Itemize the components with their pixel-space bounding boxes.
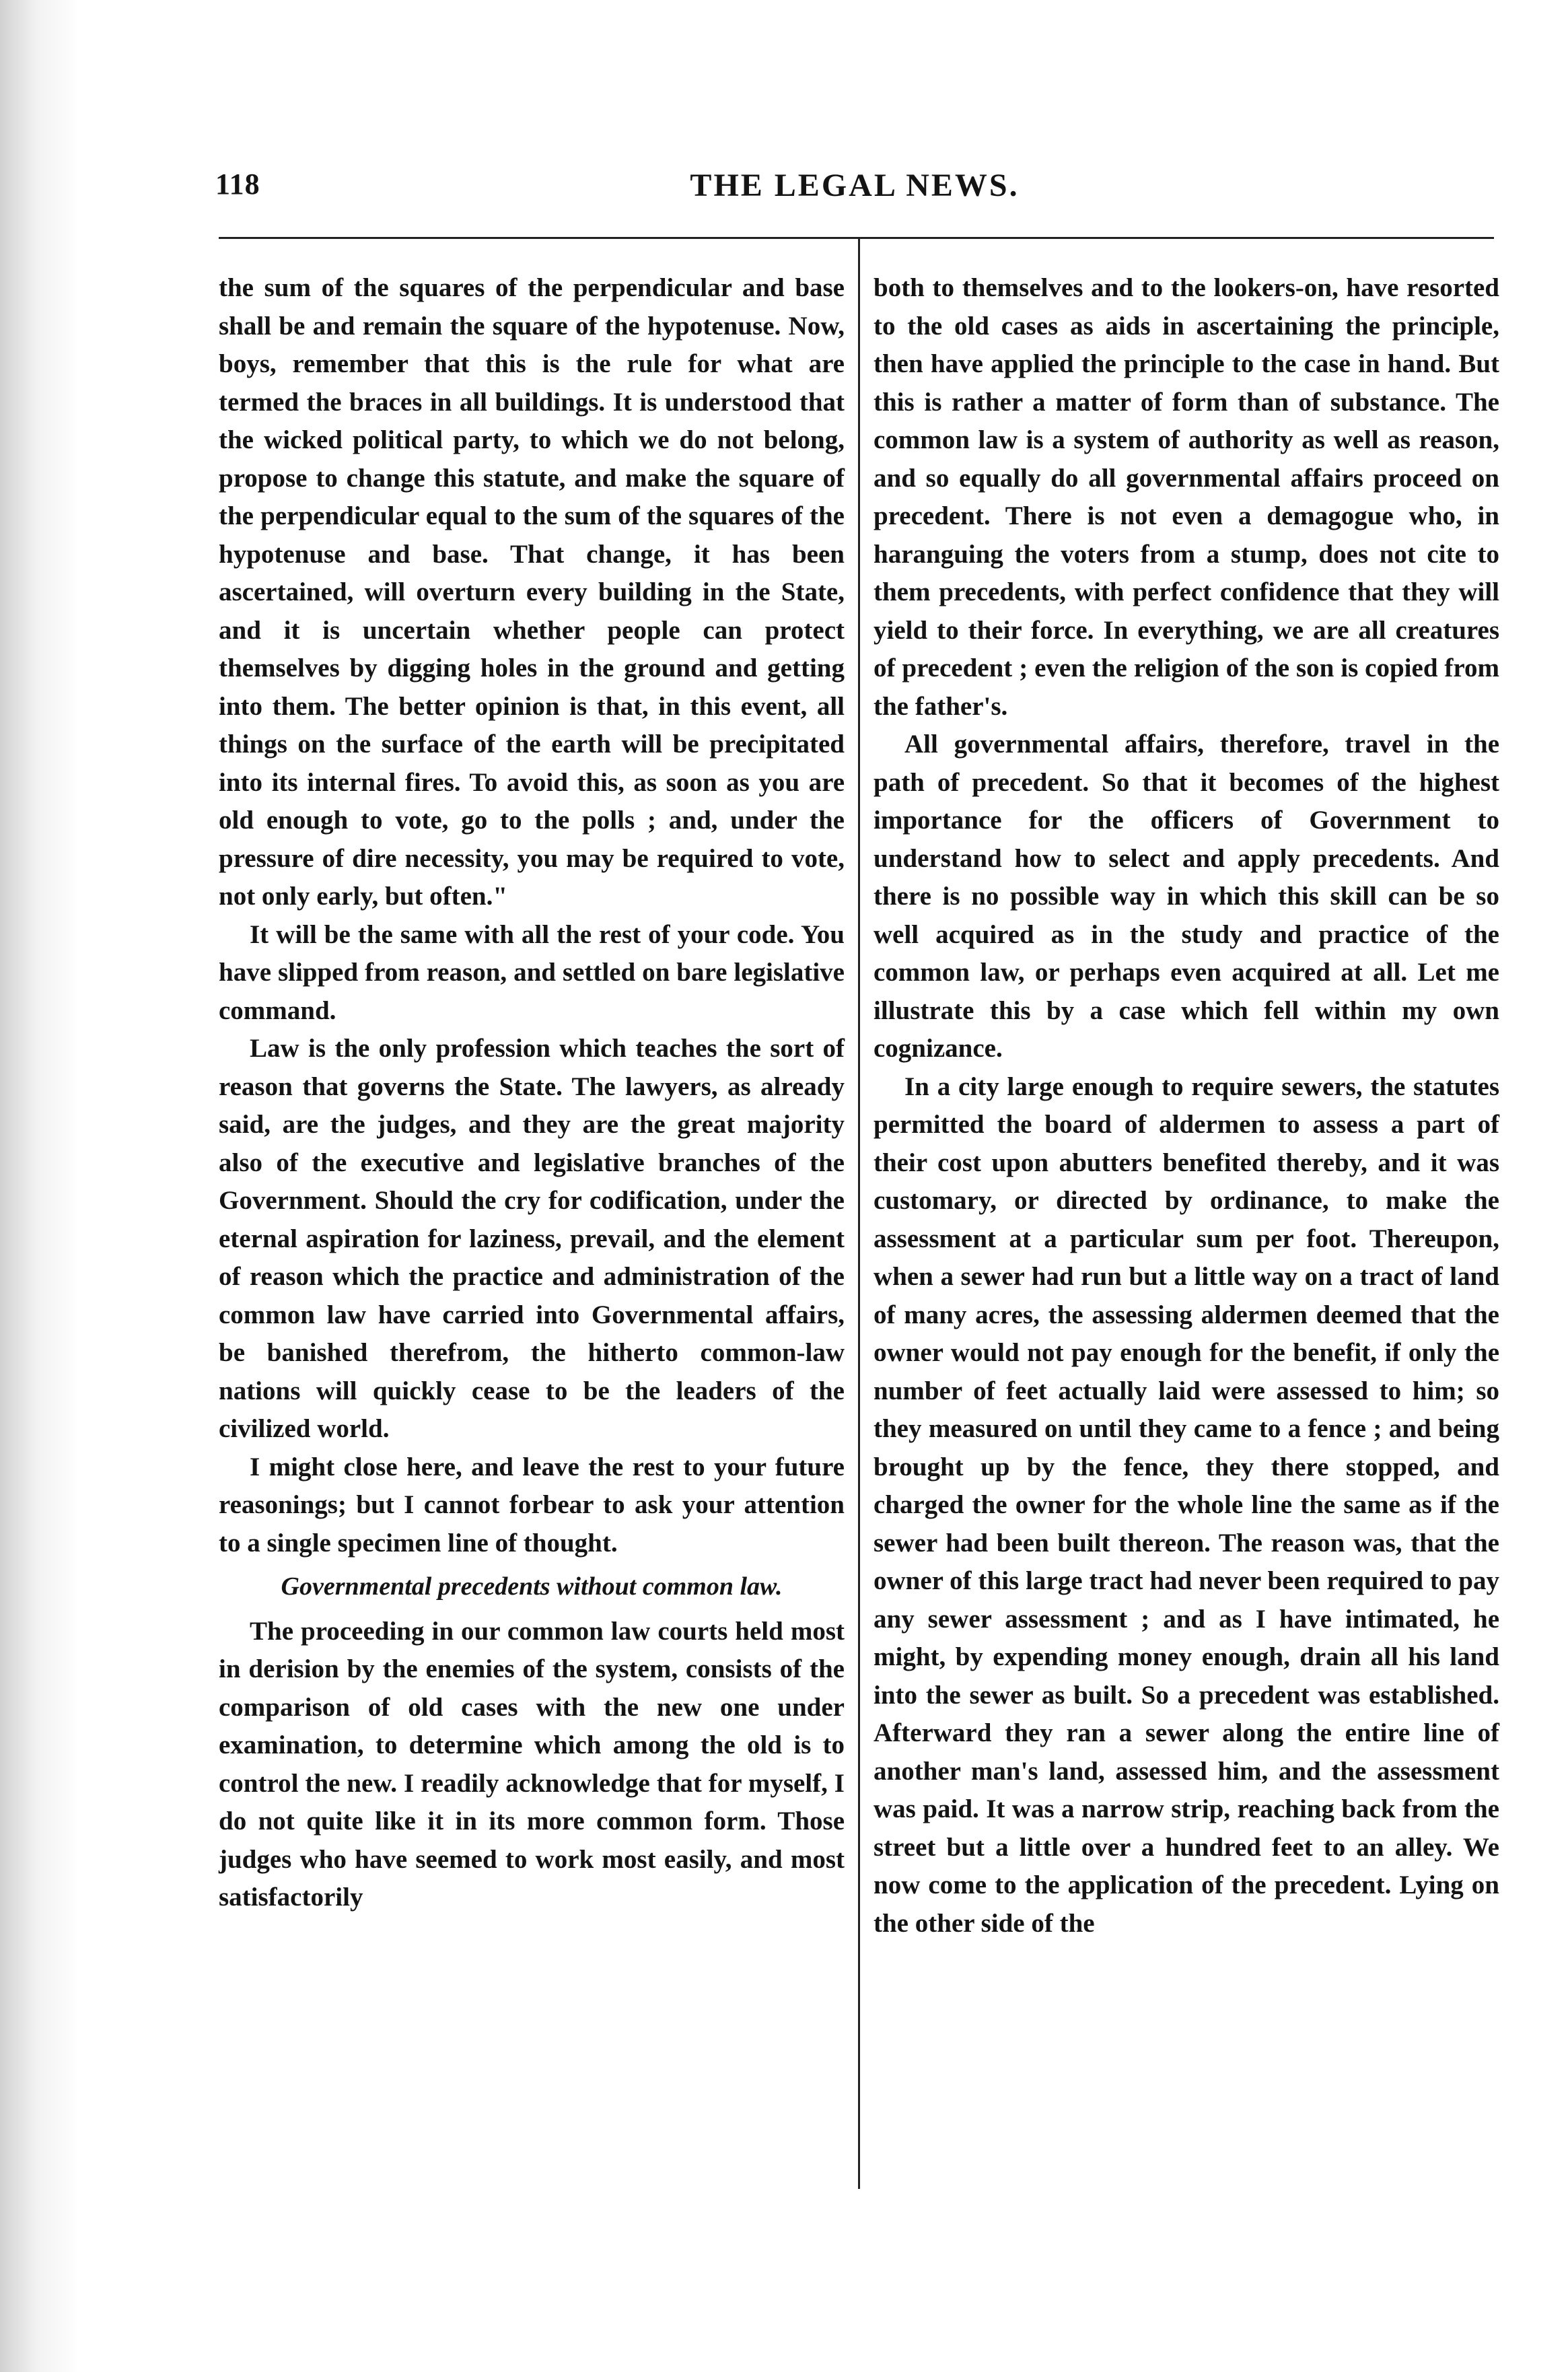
paragraph: Law is the only profession which teaches the sort of reason that governs the State. The lawyers, as already said, are the judges, and they are the great majority also of the executive and legislative branches of the Government. Should the cry for codification, under the eternal aspiration for laziness, prevail, and the element of reason which the practice and administration of the common law have carried into Governmental affairs, be banished therefrom, the hitherto common-law nations will quickly cease to be the leaders of the civilized world.	[219, 1034, 845, 1443]
left-column	[219, 269, 845, 1917]
page-number: 118	[215, 168, 260, 201]
paragraph: I might close here, and leave the rest to your future reasonings; but I cannot forbear to ask your attention to a single specimen line of thought.	[219, 1452, 845, 1558]
column-divider	[858, 237, 860, 2189]
paragraph: the sum of the squares of the perpendicular and base shall be and remain the square of the hypotenuse. Now, boys, remember that this is the rule for what are termed the braces in all buildings. It is understood that the wicked political party, to which we do not belong, propose to change this statute, and make the square of the perpendicular equal to the sum of the squares of the hypotenuse and base. That change, it has been ascertained, will overturn every building in the State, and it is uncertain whether people can protect themselves by digging holes in the ground and getting into them. The better opinion is that, in this event, all things on the surface of the earth will be precipitated into its internal fires. To avoid this, as soon as you are old enough to vote, go to the polls ; and, under the pressure of dire necessity, you may be required to vote, not only early, but often."	[219, 273, 845, 911]
running-title: THE LEGAL NEWS.	[690, 168, 1020, 203]
paragraph: It will be the same with all the rest of your code. You have slipped from reason, and settled on bare legislative command.	[219, 919, 845, 1025]
scan-shadow	[0, 0, 81, 2372]
section-subheading: Governmental precedents without common law.	[281, 1572, 783, 1601]
paragraph: The proceeding in our common law courts held most in derision by the enemies of the system, consists of the comparison of old cases with the new one under examination, to determine which among the old is to control the new. I readily acknowledge that for myself, I do not quite like it in its more common form. Those judges who have seemed to work most easily, and most satisfactorily	[219, 1616, 845, 1912]
right-column	[874, 269, 1499, 1943]
paragraph: All governmental affairs, therefore, travel in the path of precedent. So that it becomes of the highest importance for the officers of Government to understand how to select and apply precedents. And there is no possible way in which this skill can be so well acquired as in the study and practice of the common law, or perhaps even acquired at all. Let me illustrate this by a case which fell within my own cognizance.	[874, 730, 1499, 1063]
header-rule	[219, 237, 1494, 239]
paragraph: both to themselves and to the lookers-on, have resorted to the old cases as aids in ascertaining the principle, then have applied the principle to the case in hand. But this is rather a matter of form than of substance. The common law is a system of authority as well as reason, and so equally do all governmental affairs proceed on precedent. There is not even a demagogue who, in haranguing the voters from a stump, does not cite to them precedents, with perfect confidence that they will yield to their force. In everything, we are all creatures of precedent ; even the religion of the son is copied from the father's.	[874, 273, 1499, 721]
paragraph: In a city large enough to require sewers, the statutes permitted the board of aldermen to assess a part of their cost upon abutters benefited thereby, and it was customary, or directed by ordinance, to make the assessment at a particular sum per foot. Thereupon, when a sewer had run but a little way on a tract of land of many acres, the assessing aldermen deemed that the owner would not pay enough for the benefit, if only the number of feet actually laid were assessed to him; so they measured on until they came to a fence ; and being brought up by the fence, they there stopped, and charged the owner for the whole line the same as if the sewer had been built thereon. The reason was, that the owner of this large tract had never been required to pay any sewer assessment ; and as I have intimated, he might, by expending money enough, drain all his land into the sewer as built. So a precedent was established. Afterward they ran a sewer along the entire line of another man's land, assessed him, and the assessment was paid. It was a narrow strip, reaching back from the street but a little over a hundred feet to an alley. We now come to the application of the precedent. Lying on the other side of the	[874, 1072, 1499, 1938]
page-header	[215, 167, 1494, 221]
